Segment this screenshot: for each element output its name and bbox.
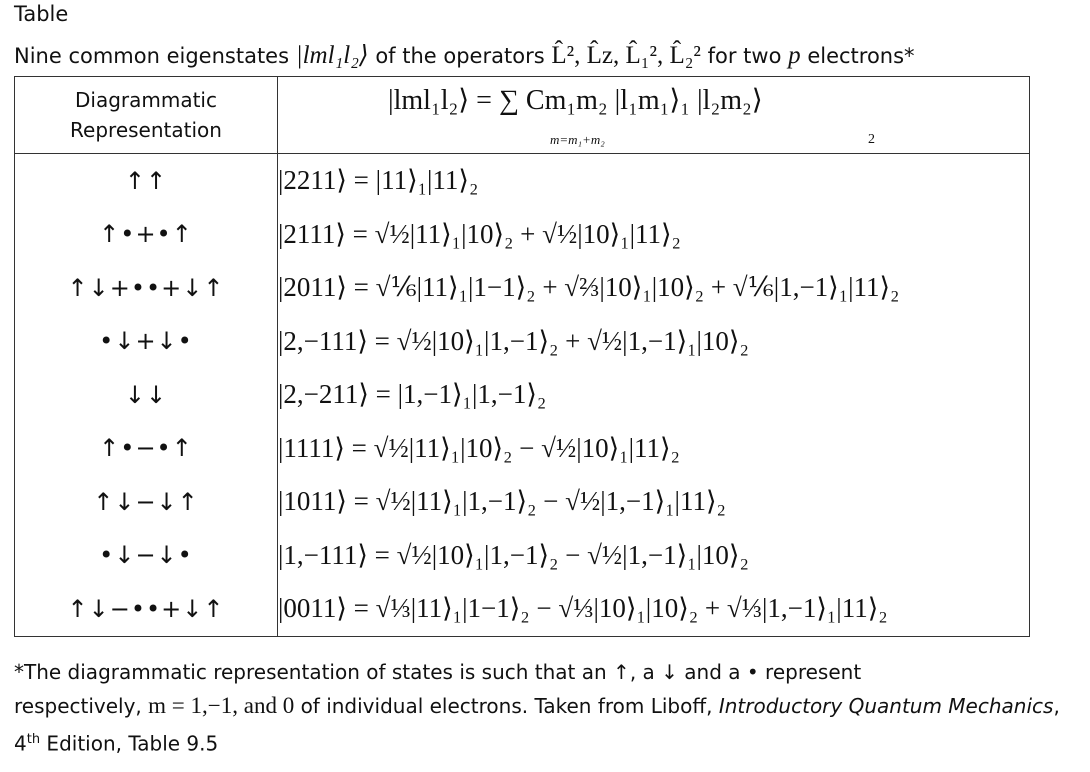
table-row [15,582,1030,636]
table-row [15,154,1030,208]
footnote-part1: *The diagrammatic representation of states is such that an [14,660,607,684]
table-row [15,368,1030,422]
equation-cell: |2,−111⟩ = √½|10⟩₁|1,−1⟩₂ + √½|1,−1⟩₁|10⟩₂ [278,315,1030,369]
equation-cell: |2011⟩ = √⅙|11⟩₁|1−1⟩₂ + √⅔|10⟩₁|10⟩₂ + √⅙|1,−1⟩₁|11⟩₂ [278,261,1030,315]
caption-prefix: Nine common eigenstates [14,44,290,68]
table-row [15,261,1030,315]
table-caption [14,40,915,70]
diagram-header-line2: Representation [70,118,222,142]
footnote-line2 [14,689,1074,761]
equation-cell: |2211⟩ = |11⟩₁|11⟩₂ [278,154,1030,208]
diagram-cell: ↑↓−••+↓↑ [15,582,278,636]
formula-column-header [278,77,1030,154]
footnote-line1 [14,656,1074,689]
caption-p-symbol: p [788,42,801,69]
diagram-cell: ↓↓ [15,368,278,422]
footnote-edition-sup: th [26,732,41,747]
dot-icon: • [746,660,759,684]
footnote-book-title: Introductory Quantum Mechanics [718,694,1054,718]
diagram-cell: ↑↑ [15,154,278,208]
table-header-row [15,77,1030,154]
caption-for-text: for two [707,44,782,68]
equation-cell: |1,−111⟩ = √½|10⟩₁|1,−1⟩₂ − √½|1,−1⟩₁|10⟩₂ [278,529,1030,583]
footnote-m-values: m = 1,−1, and 0 [148,693,295,718]
formula-header-subscript: m=m₁+m₂ [550,132,605,147]
diagram-cell: •↓−↓• [15,529,278,583]
equation-cell: |1011⟩ = √½|11⟩₁|1,−1⟩₂ − √½|1,−1⟩₁|11⟩₂ [278,475,1030,529]
table-row [15,475,1030,529]
diagram-cell: ↑↓−↓↑ [15,475,278,529]
diagram-header-line1: Diagrammatic [74,88,217,112]
diagram-cell: •↓+↓• [15,315,278,369]
diagram-cell: ↑•+•↑ [15,208,278,262]
footnote-part2: , a [629,660,655,684]
equation-cell: |1111⟩ = √½|11⟩₁|10⟩₂ − √½|10⟩₁|11⟩₂ [278,422,1030,476]
footnote-part4: represent [765,660,862,684]
footnote-edition-rest: Edition, Table 9.5 [40,731,219,756]
caption-ket: |lml₁l₂⟩ [295,42,369,69]
diagram-cell: ↑↓+••+↓↑ [15,261,278,315]
footnote-part6: of individual electrons. Taken from Liboff, [300,694,713,718]
table-row [15,422,1030,476]
equation-cell: |0011⟩ = √⅓|11⟩₁|1−1⟩₂ − √⅓|10⟩₁|10⟩₂ + √⅓|1,−1⟩₁|11⟩₂ [278,582,1030,636]
footnote-edition-num: , 4 [14,694,1060,756]
table-label: Table [14,2,69,26]
down-arrow-icon: ↓ [661,660,678,684]
table-row [15,529,1030,583]
formula-header-subscript-two: 2 [868,132,875,147]
equation-cell: |2111⟩ = √½|11⟩₁|10⟩₂ + √½|10⟩₁|11⟩₂ [278,208,1030,262]
caption-middle: of the operators [375,44,545,68]
eigenstates-table [14,76,1030,637]
diagram-cell: ↑•−•↑ [15,422,278,476]
table-row [15,208,1030,262]
caption-suffix: electrons* [807,44,915,68]
formula-header-main: |lml₁l₂⟩ = ∑ Cm₁m₂ |l₁m₁⟩₁ |l₂m₂⟩ [388,85,763,116]
table-row [15,315,1030,369]
footnote-part5: respectively, [14,694,142,718]
footnote-part3: and a [684,660,741,684]
caption-operators: L̂², L̂z, L̂₁², L̂₂² [551,42,701,69]
equation-cell: |2,−211⟩ = |1,−1⟩₁|1,−1⟩₂ [278,368,1030,422]
diagram-column-header [15,77,278,154]
table-footnote [14,656,1074,761]
up-arrow-icon: ↑ [613,660,630,684]
